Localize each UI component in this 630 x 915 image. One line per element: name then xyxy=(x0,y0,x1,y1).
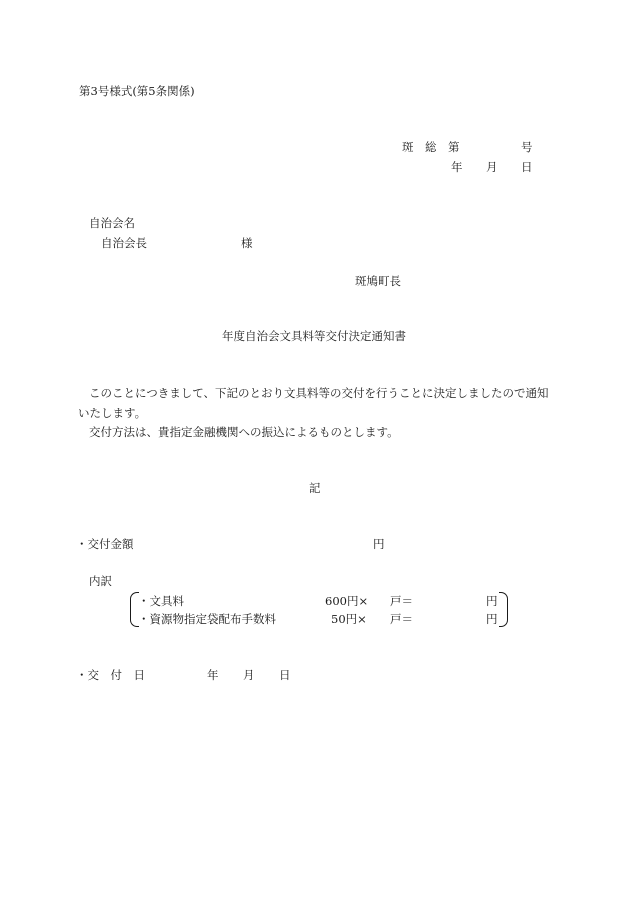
issue-date-label: ・交 付 日 xyxy=(76,668,145,682)
breakdown-item-2-households: 戸＝ xyxy=(390,612,413,626)
ki-label: 記 xyxy=(309,481,321,495)
breakdown-label: 内訳 xyxy=(89,574,112,588)
body-line-2: いたします。 xyxy=(78,406,147,420)
body-line-1: このことにつきまして、下記のとおり文具料等の交付を行うことに決定しましたので通知 xyxy=(89,386,549,400)
issuer: 斑鳩町長 xyxy=(355,274,401,288)
recipient-association: 自治会名 xyxy=(89,216,135,230)
doc-title: 年度自治会文具料等交付決定通知書 xyxy=(222,329,406,343)
recipient-honorific: 様 xyxy=(241,236,253,250)
breakdown-item-1-households: 戸＝ xyxy=(390,594,413,608)
breakdown-item-2-name: ・資源物指定袋配布手数料 xyxy=(138,612,276,626)
breakdown-item-1-unit: 円 xyxy=(486,594,498,608)
issue-date-month: 月 xyxy=(243,668,255,682)
form-label: 第3号様式(第5条関係) xyxy=(79,84,195,98)
recipient-head: 自治会長 xyxy=(101,236,147,250)
date-year: 年 xyxy=(451,160,463,174)
breakdown-right-brace xyxy=(499,592,508,627)
date-day: 日 xyxy=(521,160,533,174)
breakdown-item-2-price: 50円× xyxy=(331,612,367,626)
breakdown-item-1-price: 600円× xyxy=(325,594,369,608)
amount-label: ・交付金額 xyxy=(76,537,134,551)
amount-unit: 円 xyxy=(373,537,385,551)
date-month: 月 xyxy=(486,160,498,174)
ref-number-prefix: 斑 総 第 xyxy=(402,140,460,154)
issue-date-day: 日 xyxy=(279,668,291,682)
breakdown-item-2-unit: 円 xyxy=(486,612,498,626)
body-line-3: 交付方法は、貴指定金融機関への振込によるものとします。 xyxy=(89,425,399,439)
issue-date-year: 年 xyxy=(207,668,219,682)
ref-number-suffix: 号 xyxy=(521,140,533,154)
breakdown-item-1-name: ・文具料 xyxy=(138,594,184,608)
